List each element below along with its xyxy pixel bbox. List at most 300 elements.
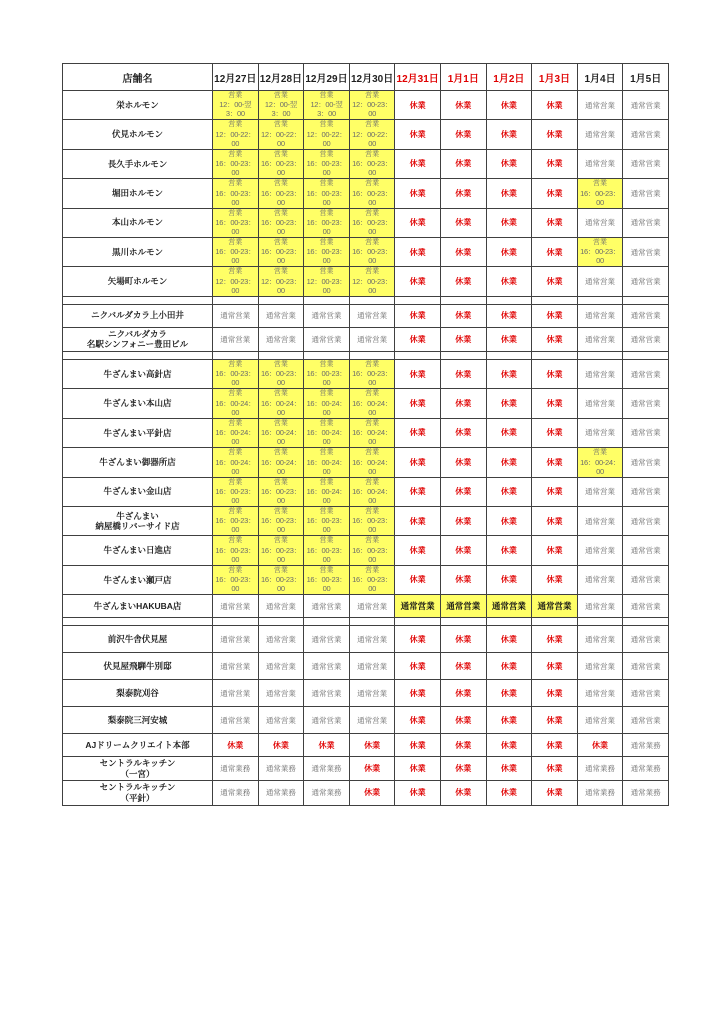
store-name-cell bbox=[63, 536, 213, 565]
schedule-cell-closed: 休業 bbox=[440, 757, 486, 781]
open-hours: 16：00-24：00 bbox=[352, 428, 392, 447]
schedule-cell-closed: 休業 bbox=[395, 179, 441, 208]
open-label: 営業 bbox=[319, 507, 334, 515]
schedule-cell-open bbox=[349, 208, 395, 237]
open-hours: 16：00-23：00 bbox=[306, 247, 347, 266]
schedule-cell-closed: 休業 bbox=[532, 359, 578, 388]
schedule-cell-open bbox=[213, 91, 259, 120]
schedule-cell-work: 通常業務 bbox=[577, 781, 623, 805]
separator-cell bbox=[213, 296, 259, 304]
open-label: 営業 bbox=[365, 507, 380, 515]
open-hours: 16：00-23：00 bbox=[260, 486, 301, 505]
schedule-table-body bbox=[63, 91, 669, 806]
store-name-cell bbox=[63, 120, 213, 149]
separator-cell bbox=[440, 351, 486, 359]
schedule-cell-closed: 休業 bbox=[440, 477, 486, 506]
schedule-cell-open bbox=[349, 506, 395, 535]
schedule-cell-normal-highlight: 通常営業 bbox=[395, 595, 441, 618]
schedule-cell-normal: 通常営業 bbox=[623, 120, 669, 149]
header-date: 1月2日 bbox=[486, 64, 532, 91]
open-label: 営業 bbox=[228, 390, 243, 398]
schedule-cell-closed: 休業 bbox=[440, 781, 486, 805]
schedule-cell-normal: 通常営業 bbox=[623, 707, 669, 734]
schedule-cell-normal: 通常営業 bbox=[304, 304, 350, 327]
schedule-cell-closed: 休業 bbox=[395, 327, 441, 351]
schedule-cell-normal: 通常営業 bbox=[577, 91, 623, 120]
store-name-cell bbox=[63, 237, 213, 266]
store-name-cell bbox=[63, 626, 213, 653]
schedule-cell-closed: 休業 bbox=[532, 237, 578, 266]
schedule-cell-normal: 通常営業 bbox=[258, 595, 304, 618]
separator-cell bbox=[440, 296, 486, 304]
store-name-line2: （平針） bbox=[120, 792, 155, 803]
separator-cell bbox=[349, 351, 395, 359]
schedule-cell-open bbox=[349, 389, 395, 418]
open-hours: 16：00-23：00 bbox=[352, 188, 392, 207]
open-label: 営業 bbox=[228, 507, 243, 515]
header-date: 12月31日 bbox=[395, 64, 441, 91]
schedule-cell-open bbox=[213, 536, 259, 565]
separator-cell bbox=[213, 618, 259, 626]
schedule-cell-open bbox=[258, 448, 304, 477]
schedule-cell-closed: 休業 bbox=[532, 680, 578, 707]
schedule-cell-open bbox=[304, 120, 350, 149]
open-hours: 16：00-23：00 bbox=[352, 575, 392, 594]
separator-cell bbox=[486, 351, 532, 359]
store-row bbox=[63, 707, 669, 734]
store-row bbox=[63, 781, 669, 805]
open-hours: 12：00-22：00 bbox=[306, 129, 347, 148]
schedule-cell-normal: 通常営業 bbox=[623, 304, 669, 327]
open-label: 営業 bbox=[228, 360, 243, 368]
schedule-cell-open bbox=[577, 448, 623, 477]
header-date: 1月3日 bbox=[532, 64, 578, 91]
open-label: 営業 bbox=[319, 390, 334, 398]
schedule-cell-closed: 休業 bbox=[440, 389, 486, 418]
store-name-cell bbox=[63, 179, 213, 208]
schedule-cell-closed: 休業 bbox=[304, 734, 350, 757]
schedule-cell-closed: 休業 bbox=[532, 781, 578, 805]
store-name-cell bbox=[63, 680, 213, 707]
store-row bbox=[63, 680, 669, 707]
store-row bbox=[63, 149, 669, 178]
open-label: 営業 bbox=[228, 92, 243, 99]
store-row bbox=[63, 359, 669, 388]
schedule-cell-open bbox=[258, 418, 304, 447]
store-name-line2: （一宮） bbox=[120, 768, 155, 779]
schedule-cell-normal: 通常営業 bbox=[577, 536, 623, 565]
open-label: 営業 bbox=[228, 121, 243, 129]
separator-cell bbox=[395, 351, 441, 359]
schedule-cell-closed: 休業 bbox=[532, 565, 578, 594]
open-hours: 16：00-23：00 bbox=[260, 575, 301, 594]
schedule-cell-closed: 休業 bbox=[395, 757, 441, 781]
separator-cell bbox=[486, 296, 532, 304]
open-label: 営業 bbox=[365, 121, 380, 129]
open-label: 営業 bbox=[319, 268, 334, 276]
open-hours: 16：00-24：00 bbox=[306, 486, 347, 505]
open-label: 営業 bbox=[273, 478, 288, 486]
open-hours: 16：00-23：00 bbox=[306, 575, 347, 594]
schedule-cell-closed: 休業 bbox=[532, 91, 578, 120]
schedule-cell-normal: 通常営業 bbox=[577, 418, 623, 447]
schedule-cell-open bbox=[349, 149, 395, 178]
open-label: 営業 bbox=[365, 449, 380, 457]
schedule-cell-work: 通常業務 bbox=[623, 781, 669, 805]
schedule-cell-open bbox=[213, 179, 259, 208]
separator-cell bbox=[304, 296, 350, 304]
schedule-cell-closed: 休業 bbox=[486, 477, 532, 506]
separator-cell bbox=[577, 618, 623, 626]
schedule-cell-closed: 休業 bbox=[486, 536, 532, 565]
schedule-cell-closed: 休業 bbox=[486, 781, 532, 805]
store-row bbox=[63, 267, 669, 296]
schedule-cell-open bbox=[349, 179, 395, 208]
schedule-cell-normal: 通常営業 bbox=[577, 653, 623, 680]
separator-cell bbox=[532, 296, 578, 304]
schedule-cell-closed: 休業 bbox=[577, 734, 623, 757]
store-row bbox=[63, 626, 669, 653]
schedule-cell-closed: 休業 bbox=[486, 757, 532, 781]
open-label: 営業 bbox=[365, 390, 380, 398]
schedule-cell-normal: 通常営業 bbox=[577, 477, 623, 506]
open-hours: 16：00-23：00 bbox=[260, 369, 301, 388]
schedule-cell-closed: 休業 bbox=[395, 626, 441, 653]
open-hours: 16：00-24：00 bbox=[215, 457, 256, 476]
schedule-cell-open bbox=[213, 506, 259, 535]
header-row bbox=[63, 64, 669, 91]
open-label: 営業 bbox=[319, 92, 334, 99]
open-label: 営業 bbox=[228, 478, 243, 486]
schedule-cell-closed: 休業 bbox=[395, 359, 441, 388]
schedule-cell-normal: 通常営業 bbox=[623, 149, 669, 178]
schedule-cell-open bbox=[349, 448, 395, 477]
separator-cell bbox=[349, 618, 395, 626]
store-name-cell bbox=[63, 734, 213, 757]
store-row bbox=[63, 91, 669, 120]
open-label: 営業 bbox=[273, 238, 288, 246]
schedule-cell-normal: 通常営業 bbox=[577, 327, 623, 351]
schedule-cell-closed: 休業 bbox=[440, 179, 486, 208]
open-hours: 16：00-24：00 bbox=[215, 398, 256, 417]
schedule-table-head bbox=[63, 64, 669, 91]
schedule-cell-open bbox=[304, 267, 350, 296]
schedule-cell-closed: 休業 bbox=[349, 734, 395, 757]
open-hours: 16：00-23：00 bbox=[215, 217, 256, 236]
schedule-cell-normal: 通常営業 bbox=[577, 304, 623, 327]
store-row bbox=[63, 327, 669, 351]
header-date: 12月28日 bbox=[258, 64, 304, 91]
schedule-cell-closed: 休業 bbox=[532, 267, 578, 296]
open-label: 営業 bbox=[273, 150, 288, 158]
schedule-cell-open bbox=[349, 359, 395, 388]
schedule-cell-closed: 休業 bbox=[395, 389, 441, 418]
separator-cell bbox=[304, 618, 350, 626]
store-name-cell bbox=[63, 208, 213, 237]
separator-cell bbox=[63, 618, 213, 626]
separator-cell bbox=[623, 618, 669, 626]
schedule-cell-normal: 通常営業 bbox=[258, 304, 304, 327]
schedule-cell-closed: 休業 bbox=[440, 91, 486, 120]
schedule-cell-closed: 休業 bbox=[440, 734, 486, 757]
open-hours: 16：00-24：00 bbox=[260, 398, 301, 417]
schedule-cell-closed: 休業 bbox=[532, 536, 578, 565]
schedule-cell-normal: 通常営業 bbox=[258, 327, 304, 351]
schedule-cell-normal: 通常営業 bbox=[623, 91, 669, 120]
schedule-cell-closed: 休業 bbox=[440, 707, 486, 734]
open-hours: 16：00-23：00 bbox=[306, 159, 347, 178]
open-label: 営業 bbox=[319, 180, 334, 188]
schedule-cell-open bbox=[304, 237, 350, 266]
store-name-line2: 納屋橋リバーサイド店 bbox=[95, 521, 180, 532]
schedule-cell-normal: 通常営業 bbox=[349, 304, 395, 327]
schedule-cell-open bbox=[304, 359, 350, 388]
open-hours: 16：00-23：00 bbox=[352, 369, 392, 388]
schedule-cell-normal: 通常営業 bbox=[577, 680, 623, 707]
store-row bbox=[63, 506, 669, 535]
store-name-cell bbox=[63, 267, 213, 296]
schedule-cell-normal: 通常営業 bbox=[623, 506, 669, 535]
open-label: 営業 bbox=[319, 537, 334, 545]
open-label: 営業 bbox=[273, 360, 288, 368]
schedule-cell-normal: 通常営業 bbox=[304, 327, 350, 351]
store-name: セントラルキッチン bbox=[99, 782, 176, 793]
schedule-cell-normal-highlight: 通常営業 bbox=[440, 595, 486, 618]
store-row bbox=[63, 757, 669, 781]
schedule-cell-open bbox=[213, 477, 259, 506]
schedule-cell-closed: 休業 bbox=[486, 653, 532, 680]
store-row bbox=[63, 237, 669, 266]
store-name-cell bbox=[63, 359, 213, 388]
schedule-cell-normal: 通常営業 bbox=[577, 506, 623, 535]
schedule-cell-normal: 通常営業 bbox=[577, 707, 623, 734]
schedule-cell-normal: 通常営業 bbox=[577, 208, 623, 237]
schedule-cell-closed: 休業 bbox=[532, 707, 578, 734]
separator-cell bbox=[395, 618, 441, 626]
open-hours: 16：00-23：00 bbox=[352, 217, 392, 236]
schedule-cell-normal: 通常営業 bbox=[349, 680, 395, 707]
open-hours: 16：00-23：00 bbox=[352, 516, 392, 535]
open-label: 営業 bbox=[273, 121, 288, 129]
schedule-cell-closed: 休業 bbox=[440, 267, 486, 296]
store-row bbox=[63, 448, 669, 477]
schedule-cell-normal: 通常営業 bbox=[258, 626, 304, 653]
schedule-cell-open bbox=[349, 237, 395, 266]
schedule-cell-closed: 休業 bbox=[486, 389, 532, 418]
schedule-cell-work: 通常業務 bbox=[213, 781, 259, 805]
schedule-cell-normal: 通常営業 bbox=[577, 120, 623, 149]
store-name-cell bbox=[63, 327, 213, 351]
open-label: 営業 bbox=[319, 209, 334, 217]
schedule-cell-normal: 通常営業 bbox=[349, 653, 395, 680]
separator-cell bbox=[623, 296, 669, 304]
schedule-cell-open bbox=[258, 267, 304, 296]
separator-cell bbox=[395, 296, 441, 304]
schedule-cell-closed: 休業 bbox=[258, 734, 304, 757]
schedule-cell-closed: 休業 bbox=[440, 237, 486, 266]
schedule-cell-normal: 通常営業 bbox=[623, 389, 669, 418]
separator-cell bbox=[349, 296, 395, 304]
schedule-cell-closed: 休業 bbox=[395, 653, 441, 680]
open-hours: 16：00-23：00 bbox=[260, 188, 301, 207]
schedule-cell-normal: 通常営業 bbox=[577, 626, 623, 653]
open-label: 営業 bbox=[273, 419, 288, 427]
schedule-cell-open bbox=[304, 91, 350, 120]
open-hours: 12：00-翌3：00 bbox=[219, 100, 252, 119]
schedule-cell-normal: 通常営業 bbox=[304, 707, 350, 734]
schedule-cell-closed: 休業 bbox=[532, 448, 578, 477]
schedule-cell-closed: 休業 bbox=[349, 757, 395, 781]
open-label: 営業 bbox=[273, 566, 288, 574]
separator-cell bbox=[258, 618, 304, 626]
store-row bbox=[63, 734, 669, 757]
schedule-cell-open bbox=[258, 359, 304, 388]
schedule-cell-open bbox=[304, 477, 350, 506]
schedule-cell-normal: 通常営業 bbox=[623, 536, 669, 565]
open-label: 営業 bbox=[273, 507, 288, 515]
schedule-cell-normal: 通常営業 bbox=[349, 595, 395, 618]
open-label: 営業 bbox=[319, 121, 334, 129]
schedule-cell-work: 通常業務 bbox=[258, 781, 304, 805]
schedule-cell-open bbox=[258, 536, 304, 565]
schedule-cell-work: 通常業務 bbox=[213, 757, 259, 781]
schedule-cell-closed: 休業 bbox=[440, 149, 486, 178]
schedule-cell-closed: 休業 bbox=[395, 120, 441, 149]
store-name-cell bbox=[63, 418, 213, 447]
store-name-cell bbox=[63, 149, 213, 178]
open-label: 営業 bbox=[228, 209, 243, 217]
open-label: 営業 bbox=[365, 419, 380, 427]
open-label: 営業 bbox=[365, 478, 380, 486]
schedule-cell-normal-highlight: 通常営業 bbox=[532, 595, 578, 618]
open-label: 営業 bbox=[365, 566, 380, 574]
schedule-cell-normal: 通常営業 bbox=[577, 389, 623, 418]
schedule-cell-closed: 休業 bbox=[440, 653, 486, 680]
store-name-cell bbox=[63, 389, 213, 418]
schedule-cell-normal: 通常営業 bbox=[304, 680, 350, 707]
schedule-cell-closed: 休業 bbox=[532, 506, 578, 535]
open-hours: 12：00-翌3：00 bbox=[264, 100, 297, 119]
schedule-cell-closed: 休業 bbox=[486, 506, 532, 535]
schedule-cell-closed: 休業 bbox=[395, 565, 441, 594]
schedule-cell-closed: 休業 bbox=[395, 208, 441, 237]
schedule-cell-closed: 休業 bbox=[440, 359, 486, 388]
open-hours: 16：00-23：00 bbox=[306, 188, 347, 207]
schedule-cell-normal: 通常営業 bbox=[349, 626, 395, 653]
open-hours: 16：00-23：00 bbox=[260, 247, 301, 266]
schedule-cell-open bbox=[349, 418, 395, 447]
schedule-cell-open bbox=[349, 536, 395, 565]
schedule-cell-open bbox=[349, 565, 395, 594]
schedule-cell-normal: 通常営業 bbox=[623, 359, 669, 388]
store-name: AJドリームクリエイト本部 bbox=[85, 739, 190, 750]
store-name: 黒川ホルモン bbox=[111, 246, 163, 257]
store-name: 牛ざんまい本山店 bbox=[103, 398, 172, 409]
separator-cell bbox=[63, 296, 213, 304]
header-date: 12月27日 bbox=[213, 64, 259, 91]
schedule-cell-closed: 休業 bbox=[486, 237, 532, 266]
schedule-cell-closed: 休業 bbox=[395, 680, 441, 707]
separator-row bbox=[63, 351, 669, 359]
schedule-cell-closed: 休業 bbox=[440, 680, 486, 707]
schedule-cell-open bbox=[577, 237, 623, 266]
store-row bbox=[63, 389, 669, 418]
schedule-cell-closed: 休業 bbox=[395, 237, 441, 266]
open-hours: 16：00-23：00 bbox=[215, 575, 256, 594]
schedule-cell-closed: 休業 bbox=[395, 304, 441, 327]
open-hours: 16：00-23：00 bbox=[306, 217, 347, 236]
schedule-cell-normal: 通常営業 bbox=[258, 680, 304, 707]
schedule-cell-closed: 休業 bbox=[532, 653, 578, 680]
schedule-cell-closed: 休業 bbox=[486, 91, 532, 120]
schedule-cell-open bbox=[258, 120, 304, 149]
store-name-cell bbox=[63, 707, 213, 734]
open-label: 営業 bbox=[273, 537, 288, 545]
schedule-cell-work: 通常業務 bbox=[623, 757, 669, 781]
schedule-cell-work: 通常業務 bbox=[623, 734, 669, 757]
open-hours: 16：00-23：00 bbox=[352, 247, 392, 266]
schedule-cell-normal: 通常営業 bbox=[213, 680, 259, 707]
schedule-cell-closed: 休業 bbox=[440, 327, 486, 351]
separator-cell bbox=[532, 618, 578, 626]
schedule-cell-open bbox=[258, 565, 304, 594]
schedule-cell-open bbox=[258, 477, 304, 506]
schedule-cell-closed: 休業 bbox=[440, 418, 486, 447]
schedule-cell-normal: 通常営業 bbox=[623, 237, 669, 266]
schedule-cell-open bbox=[304, 565, 350, 594]
schedule-cell-normal: 通常営業 bbox=[213, 595, 259, 618]
schedule-cell-closed: 休業 bbox=[395, 734, 441, 757]
store-name: 牛ざんまい高針店 bbox=[103, 368, 172, 379]
schedule-cell-normal: 通常営業 bbox=[623, 680, 669, 707]
schedule-cell-open bbox=[258, 91, 304, 120]
schedule-cell-normal: 通常営業 bbox=[258, 653, 304, 680]
open-label: 営業 bbox=[365, 209, 380, 217]
separator-row bbox=[63, 618, 669, 626]
schedule-cell-open bbox=[213, 418, 259, 447]
open-hours: 16：00-24：00 bbox=[215, 428, 256, 447]
open-label: 営業 bbox=[228, 419, 243, 427]
schedule-cell-closed: 休業 bbox=[440, 536, 486, 565]
schedule-table bbox=[62, 63, 669, 806]
open-hours: 16：00-23：00 bbox=[260, 159, 301, 178]
schedule-cell-closed: 休業 bbox=[395, 707, 441, 734]
open-label: 営業 bbox=[228, 449, 243, 457]
schedule-cell-open bbox=[304, 208, 350, 237]
schedule-cell-open bbox=[304, 149, 350, 178]
store-name-line2: 名駅シンフォニー豊田ビル bbox=[86, 339, 189, 350]
schedule-cell-closed: 休業 bbox=[532, 477, 578, 506]
store-name: 堀田ホルモン bbox=[111, 188, 163, 199]
store-name: 長久手ホルモン bbox=[107, 158, 168, 169]
store-row bbox=[63, 120, 669, 149]
store-name-cell bbox=[63, 91, 213, 120]
schedule-cell-closed: 休業 bbox=[213, 734, 259, 757]
open-hours: 16：00-24：00 bbox=[306, 428, 347, 447]
schedule-cell-normal: 通常営業 bbox=[577, 565, 623, 594]
header-date: 1月5日 bbox=[623, 64, 669, 91]
open-label: 営業 bbox=[319, 449, 334, 457]
schedule-cell-open bbox=[258, 389, 304, 418]
separator-cell bbox=[258, 296, 304, 304]
separator-cell bbox=[304, 351, 350, 359]
schedule-cell-closed: 休業 bbox=[440, 506, 486, 535]
store-row bbox=[63, 477, 669, 506]
schedule-cell-normal: 通常営業 bbox=[623, 565, 669, 594]
schedule-cell-work: 通常業務 bbox=[577, 757, 623, 781]
open-hours: 12：00-23：00 bbox=[215, 276, 256, 295]
schedule-cell-closed: 休業 bbox=[440, 304, 486, 327]
